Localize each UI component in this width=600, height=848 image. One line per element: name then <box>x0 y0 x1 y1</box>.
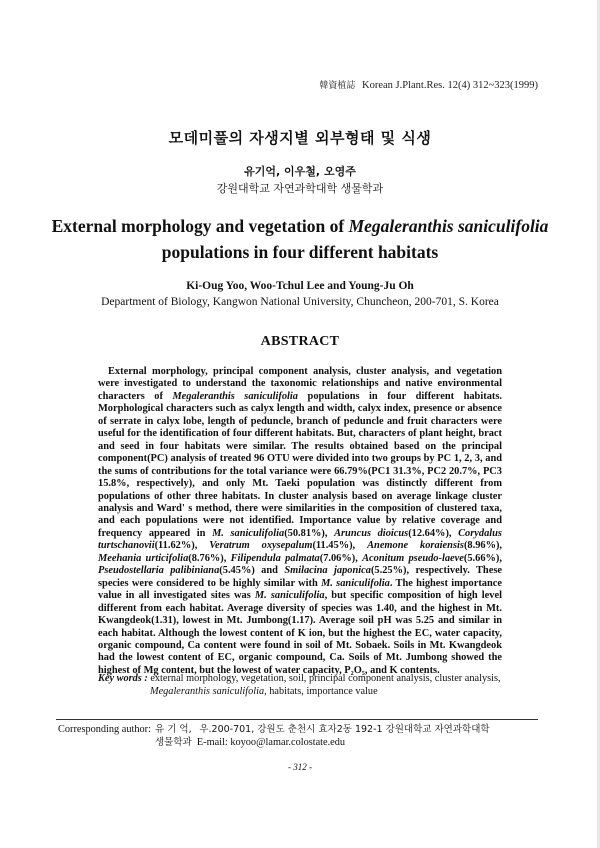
english-affiliation: Department of Biology, Kangwon National University, Chuncheon, 200-701, S. Korea <box>101 296 499 308</box>
keywords-species: Megaleranthis saniculifolia <box>150 686 265 697</box>
journal-name-korean: 韓資植誌 <box>319 80 356 90</box>
english-title-part1: External morphology and vegetation of <box>51 216 349 236</box>
abstract-text: . The highest importance value in all investigated sites was <box>98 577 502 602</box>
abstract-body <box>98 366 502 677</box>
english-title-part2: populations in four different habitats <box>161 242 439 262</box>
abstract-text: (11.62%), <box>154 540 210 552</box>
corresponding-author-email: E-mail: koyoo@lamar.colostate.edu <box>196 737 346 748</box>
abstract-text: (5.66%), <box>463 552 502 564</box>
english-title-species: Megaleranthis saniculifolia <box>348 216 549 236</box>
corresponding-author-name: 유 기 억, <box>155 724 192 735</box>
abstract-species-name: Anemone koraiensis <box>367 540 464 552</box>
abstract-species-name: Filipendula palmata <box>230 552 320 564</box>
journal-reference <box>319 78 538 91</box>
abstract-species-name: Aconitum pseudo-laeve <box>362 552 464 564</box>
abstract-text: populations in four different habitats. Morphological characters such as calyx length and width, calyx index, presence or absence of serrate in calyx lobe, length of peduncle, branch of peduncle and fruit characters were useful for the identification of four different habitats. But, characters of plant height, bract and seed in four habitats were similar. The results obtained based on the principal component(PC) analysis of treated 96 OTU were divided into two groups by PC 1, 2, 3, and the sums of contributions for the total variance were 66.79%(PC1 31.3%, PC2 20.7%, PC3 15.8%, respectively), and only Mt. Taeki population was distinctly different from populations of other three habitats. In cluster analysis based on average linkage cluster analysis and Ward' s method, there were similarities in the composition of clustered taxa, and each populations were not identified. Importance value by relative coverage and frequency appeared in <box>98 390 502 539</box>
keywords-line2-rest: , habitats, importance value <box>264 686 378 697</box>
abstract-species-name: Meehania urticifolia <box>98 552 189 564</box>
abstract-text: , but specific composition of high level different from each habitat. Average diversity of species was 1.40, and the highest in Mt. Kwangdeok(1.31), lowest in Mt. Jumbong(1.17). Average soil pH was 5.25 and similar in each habitat. Although the lowest content of K ion, but the highest the EC, water capacity, organic compound, Ca content were found in soil of Mt. Sobaek. Soils in Mt. Kwangdeok had the lowest content of EC, organic compound, Ca. Soils of Mt. Jumbong showed the highest of Mg content, but the lowest of water capacity, P₂O₅, and K contents. <box>98 590 502 676</box>
journal-citation: Korean J.Plant.Res. 12(4) 312~323(1999) <box>362 80 538 91</box>
english-title <box>0 213 600 265</box>
abstract-text: (50.81%), <box>284 527 335 539</box>
abstract-species-name: Corydalus turtschanovii <box>98 527 502 552</box>
abstract-species-name: Pseudostellaria palibiniana <box>98 565 220 577</box>
keywords <box>98 672 518 698</box>
abstract-text: External morphology, principal component analysis, cluster analysis, and vegetation were investigated to understand the taxonomic relationships and native environmental characters of <box>98 366 502 402</box>
abstract-text: (12.64%), <box>408 527 459 539</box>
keywords-label: Key words : <box>98 673 148 684</box>
corresponding-author-address: 우.200-701, 강원도 춘천시 효자2동 192-1 강원대학교 자연과학대학 <box>199 724 490 735</box>
corresponding-author-label: Corresponding author: <box>58 724 151 735</box>
corresponding-author-dept: 생물학과 <box>155 737 192 748</box>
abstract-species-name: Smilacina japonica <box>284 565 371 577</box>
page-number: - 312 - <box>288 762 312 772</box>
keywords-line1: external morphology, vegetation, soil, principal component analysis, cluster analysis, <box>147 673 501 684</box>
abstract-text: (11.45%), <box>312 540 368 552</box>
abstract-text: (8.96%), <box>463 540 503 552</box>
abstract-heading: ABSTRACT <box>260 334 340 349</box>
abstract-species-name: M. saniculifolia <box>254 590 325 602</box>
korean-authors: 유기억, 이우철, 오영주 <box>244 165 356 178</box>
footnote-divider <box>56 719 538 720</box>
abstract-species-name: M. saniculifolia <box>321 577 390 589</box>
abstract-species-name: Veratrum oxysepalum <box>209 540 313 552</box>
english-authors: Ki-Oug Yoo, Woo-Tchul Lee and Young-Ju Oh <box>186 280 414 292</box>
abstract-species-name: Aruncus dioicus <box>334 527 409 539</box>
abstract-text: (5.25%), respectively. These species were considered to be highly similar with <box>98 565 502 589</box>
corresponding-author <box>58 723 548 749</box>
abstract-species-name: M. saniculifolia <box>212 527 285 539</box>
korean-title: 모데미풀의 자생지별 외부형태 및 식생 <box>168 129 432 147</box>
corresponding-author-line2 <box>58 736 548 749</box>
abstract-species-name: Megaleranthis saniculifolia <box>172 390 299 402</box>
abstract-text: (7.06%), <box>319 552 363 564</box>
korean-affiliation: 강원대학교 자연과학대학 생물학과 <box>216 182 384 195</box>
keywords-line2 <box>98 685 518 698</box>
abstract-text: (5.45%) and <box>219 565 285 577</box>
abstract-text: (8.76%), <box>188 552 231 564</box>
